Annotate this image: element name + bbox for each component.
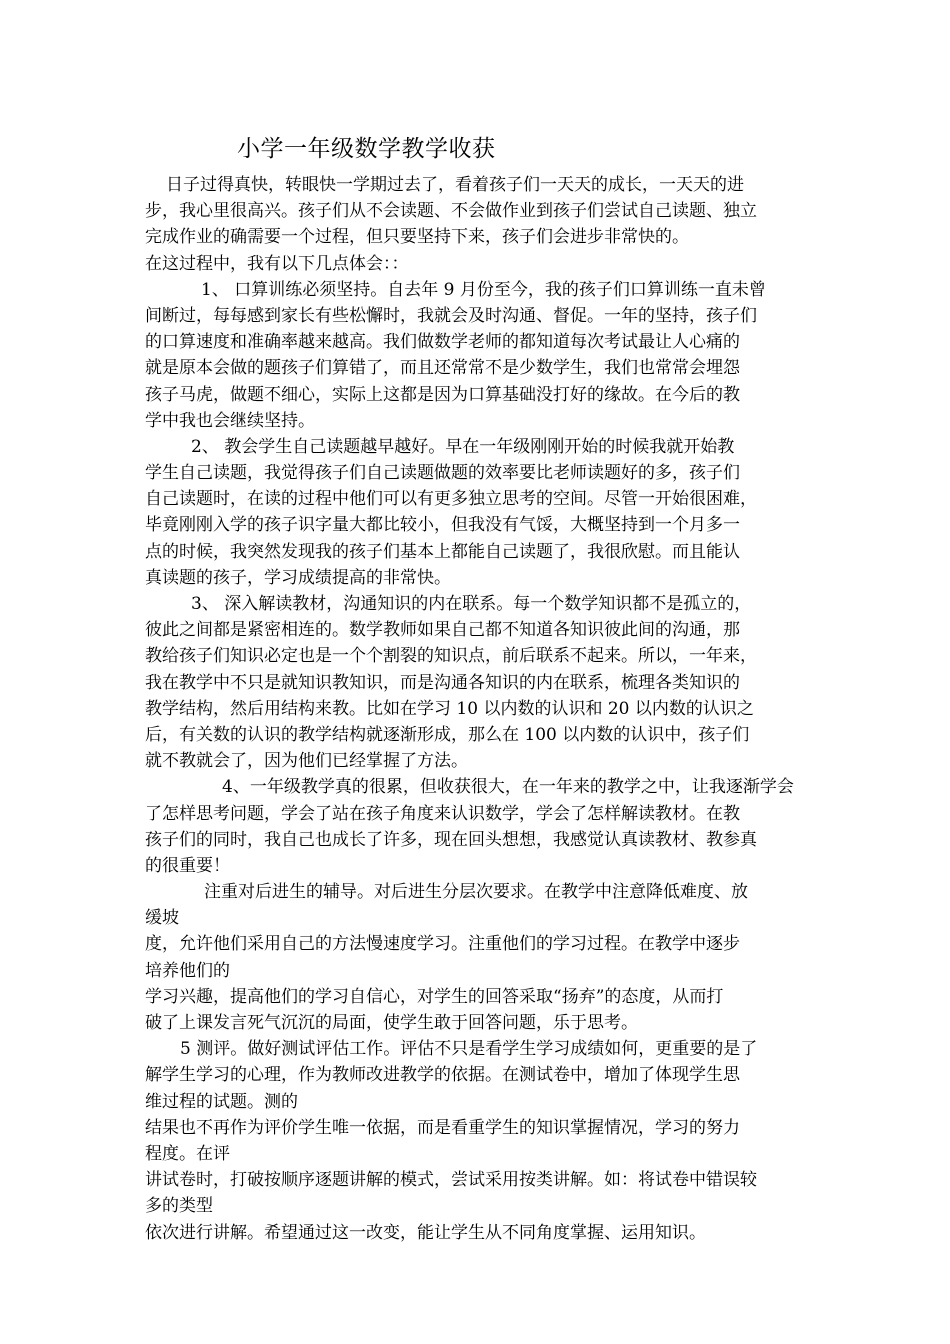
text-line: 3、 深入解读教材，沟通知识的内在联系。每一个数学知识都不是孤立的， — [191, 594, 752, 614]
text-line: 在这过程中，我有以下几点体会：： — [145, 253, 409, 274]
text-line: 就不教就会了，因为他们已经掌握了方法。 — [145, 751, 468, 772]
text-line: 学习兴趣，提高他们的学习自信心，对学生的回答采取“扬弃”的态度，从而打 — [145, 986, 724, 1007]
text-line: 培养他们的 — [145, 960, 230, 981]
text-line: 学中我也会继续坚持。 — [145, 410, 315, 431]
text-line: 缓坡 — [145, 908, 179, 929]
document-body — [145, 172, 810, 1246]
text-line: 点的时候，我突然发现我的孩子们基本上都能自己读题了，我很欣慰。而且能认 — [145, 541, 740, 562]
text-line: 的很重要！ — [145, 855, 230, 876]
text-line: 的口算速度和准确率越来越高。我们做数学老师的都知道每次考试最让人心痛的 — [145, 332, 740, 353]
text-line: 毕竟刚刚入学的孩子识字量大都比较小，但我没有气馁，大概坚持到一个月多一 — [145, 515, 740, 536]
text-line: 注重对后进生的辅导。对后进生分层次要求。在教学中注意降低难度、放 — [204, 882, 748, 903]
text-line: 程度。在评 — [145, 1143, 230, 1164]
text-line: 间断过，每每感到家长有些松懈时，我就会及时沟通、督促。一年的坚持，孩子们 — [145, 305, 757, 326]
text-line: 步，我心里很高兴。孩子们从不会读题、不会做作业到孩子们尝试自己读题、独立 — [145, 201, 757, 222]
text-line: 结果也不再作为评价学生唯一依据，而是看重学生的知识掌握情况，学习的努力 — [145, 1117, 740, 1138]
text-line: 多的类型 — [145, 1196, 213, 1217]
document-title: 小学一年级数学教学收获 — [237, 136, 496, 162]
text-line: 破了上课发言死气沉沉的局面，使学生敢于回答问题，乐于思考。 — [145, 1013, 638, 1033]
text-line: 彼此之间都是紧密相连的。数学教师如果自己都不知道各知识彼此间的沟通，那 — [145, 620, 740, 641]
text-line: 4、一年级教学真的很累，但收获很大，在一年来的教学之中，让我逐渐学会 — [222, 777, 794, 798]
text-line: 自己读题时，在读的过程中他们可以有更多独立思考的空间。尽管一开始很困难， — [145, 489, 757, 510]
text-line: 孩子马虎，做题不细心，实际上这都是因为口算基础没打好的缘故。在今后的教 — [145, 384, 740, 405]
text-line: 学生自己读题，我觉得孩子们自己读题做题的效率要比老师读题好的多，孩子们 — [145, 463, 740, 484]
text-line: 1、 口算训练必须坚持。自去年 9 月份至今，我的孩子们口算训练一直未曾 — [201, 279, 766, 300]
text-line: 5 测评。做好测试评估工作。评估不只是看学生学习成绩如何，更重要的是了 — [180, 1039, 758, 1060]
text-line: 解学生学习的心理，作为教师改进教学的依据。在测试卷中，增加了体现学生思 — [145, 1065, 740, 1086]
text-line: 教学结构，然后用结构来教。比如在学习 10 以内数的认识和 20 以内数的认识之 — [145, 698, 754, 719]
text-line: 依次进行讲解。希望通过这一改变，能让学生从不同角度掌握、运用知识。 — [145, 1222, 706, 1243]
text-line: 孩子们的同时，我自己也成长了许多，现在回头想想，我感觉认真读教材、教参真 — [145, 829, 757, 850]
text-line: 2、 教会学生自己读题越早越好。早在一年级刚刚开始的时候我就开始教 — [191, 436, 735, 457]
text-line: 维过程的试题。测的 — [145, 1091, 298, 1112]
text-line: 我在教学中不只是就知识教知识，而是沟通各知识的内在联系，梳理各类知识的 — [145, 672, 740, 693]
text-line: 度，允许他们采用自己的方法慢速度学习。注重他们的学习过程。在教学中逐步 — [145, 934, 740, 955]
text-line: 完成作业的确需要一个过程，但只要坚持下来，孩子们会进步非常快的。 — [145, 227, 689, 248]
text-line: 了怎样思考问题，学会了站在孩子角度来认识数学，学会了怎样解读教材。在教 — [145, 803, 740, 824]
text-line: 真读题的孩子，学习成绩提高的非常快。 — [145, 567, 451, 588]
text-line: 后，有关数的认识的教学结构就逐渐形成，那么在 100 以内数的认识中，孩子们 — [145, 724, 750, 745]
text-line: 教给孩子们知识必定也是一个个割裂的知识点，前后联系不起来。所以，一年来， — [145, 646, 757, 667]
text-line: 日子过得真快，转眼快一学期过去了，看着孩子们一天天的成长，一天天的进 — [166, 175, 744, 195]
text-line: 讲试卷时，打破按顺序逐题讲解的模式，尝试采用按类讲解。如：将试卷中错误较 — [145, 1170, 757, 1191]
text-line: 就是原本会做的题孩子们算错了，而且还常常不是少数学生，我们也常常会埋怨 — [145, 358, 740, 379]
